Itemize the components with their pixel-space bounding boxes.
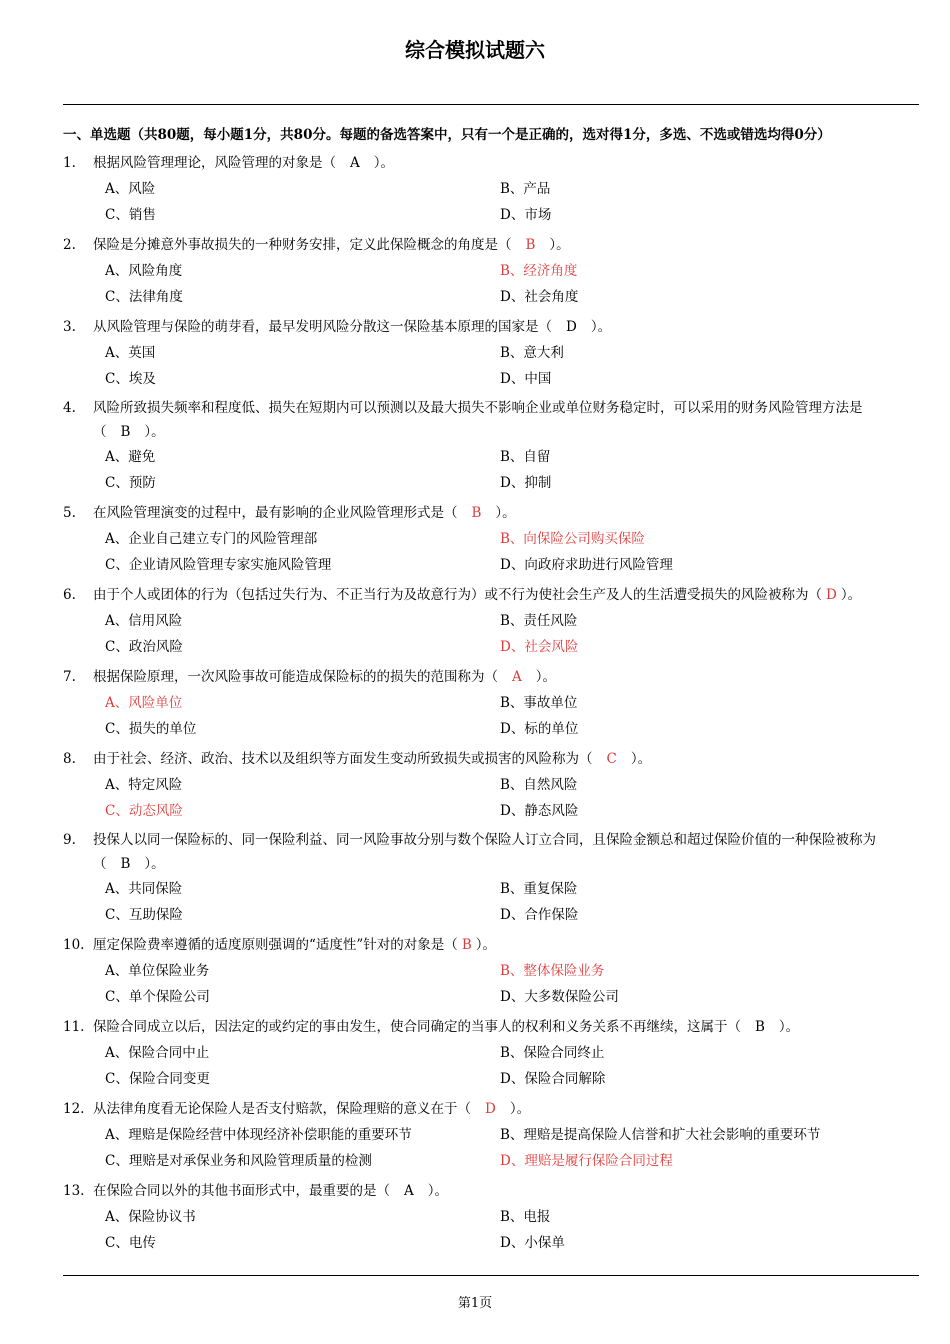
question-text — [93, 1014, 919, 1040]
question-text-post: ）。 — [778, 1019, 800, 1035]
question-list — [63, 150, 919, 1260]
option-b: B、整体保险业务 — [500, 963, 605, 979]
question-item — [63, 664, 919, 742]
option-c: C、理赔是对承保业务和风险管理质量的检测 — [105, 1153, 372, 1169]
question-text-pre: 由于社会、经济、政治、技术以及组织等方面发生变动所致损失或损害的风险称为（ — [93, 751, 593, 767]
question-text-post: ）。 — [509, 1101, 531, 1117]
question-text — [93, 664, 919, 690]
option-d: D、社会风险 — [500, 639, 579, 655]
question-stem — [63, 232, 919, 258]
option-b: B、向保险公司购买保险 — [500, 531, 645, 547]
option-a: A、保险合同中止 — [105, 1045, 210, 1061]
answer-letter: B — [120, 424, 131, 440]
question-text-post: ）。 — [373, 155, 394, 171]
option-a: A、信用风险 — [105, 613, 183, 629]
question-text — [93, 150, 919, 176]
question-item — [63, 150, 919, 228]
question-number: 3. — [63, 319, 76, 335]
answer-letter: A — [512, 669, 522, 685]
footer-divider — [63, 1275, 919, 1276]
question-text-pre: 在风险管理演变的过程中，最有影响的企业风险管理形式是（ — [93, 505, 458, 521]
question-text — [93, 1096, 919, 1122]
option-b: B、重复保险 — [500, 881, 578, 897]
question-item — [63, 746, 919, 824]
question-text-post: ）。 — [475, 937, 496, 953]
answer-letter: B — [461, 937, 472, 953]
question-stem — [63, 396, 919, 444]
question-number: 1. — [63, 155, 76, 171]
question-number: 9. — [63, 832, 76, 848]
question-stem — [63, 664, 919, 690]
question-text — [93, 500, 919, 526]
option-a: A、企业自己建立专门的风险管理部 — [105, 531, 318, 547]
question-item — [63, 500, 919, 578]
question-stem — [63, 582, 919, 608]
question-text-pre: 由于个人或团体的行为（包括过失行为、不正当行为及故意行为）或不行为使社会生产及人的生活遭受损失的风险被称为（ — [93, 587, 822, 603]
question-text-pre: 投保人以同一保险标的、同一保险利益、同一风险事故分别与数个保险人订立合同，且保险金额总和超过保险价值的一种保险被称为（ — [93, 832, 876, 872]
answer-letter: B — [755, 1019, 765, 1035]
question-stem — [63, 1014, 919, 1040]
option-b: B、保险合同终止 — [500, 1045, 605, 1061]
option-grid — [63, 1040, 919, 1092]
option-d: D、市场 — [500, 207, 552, 223]
question-number: 4. — [63, 400, 76, 416]
option-grid — [63, 1122, 919, 1174]
option-a: A、避免 — [105, 449, 156, 465]
option-a: A、共同保险 — [105, 881, 183, 897]
option-c: C、政治风险 — [105, 639, 183, 655]
question-number: 2. — [63, 237, 76, 253]
question-item — [63, 932, 919, 1010]
option-b: B、事故单位 — [500, 695, 578, 711]
option-d: D、大多数保险公司 — [500, 989, 619, 1005]
question-text-post: ）。 — [840, 587, 862, 603]
question-number: 10. — [63, 937, 85, 953]
question-text-pre: 从风险管理与保险的萌芽看，最早发明风险分散这一保险基本原理的国家是（ — [93, 319, 552, 335]
option-c: C、保险合同变更 — [105, 1071, 210, 1087]
question-number: 7. — [63, 669, 76, 685]
question-text-pre: 厘定保险费率遵循的适度原则强调的“适度性”针对的对象是（ — [93, 937, 458, 953]
answer-letter: D — [826, 587, 837, 603]
option-b: B、经济角度 — [500, 263, 578, 279]
question-text-post: ）。 — [144, 424, 165, 440]
question-item — [63, 828, 919, 928]
question-number: 13. — [63, 1183, 85, 1199]
question-text — [93, 1178, 919, 1204]
question-item — [63, 1178, 919, 1256]
option-c: C、销售 — [105, 207, 156, 223]
question-text — [93, 932, 919, 958]
option-grid — [63, 1204, 919, 1256]
option-c: C、埃及 — [105, 371, 156, 387]
question-stem — [63, 150, 919, 176]
question-stem — [63, 1096, 919, 1122]
option-grid — [63, 772, 919, 824]
question-text-post: ）。 — [495, 505, 516, 521]
question-number: 5. — [63, 505, 76, 521]
option-b: B、产品 — [500, 181, 551, 197]
question-stem — [63, 314, 919, 340]
question-text-post: ）。 — [590, 319, 612, 335]
option-grid — [63, 526, 919, 578]
question-stem — [63, 1178, 919, 1204]
option-c: C、法律角度 — [105, 289, 183, 305]
page-title: 综合模拟试题六 — [405, 38, 545, 62]
question-text — [93, 314, 919, 340]
option-a: A、理赔是保险经营中体现经济补偿职能的重要环节 — [105, 1127, 412, 1143]
question-item — [63, 582, 919, 660]
option-grid — [63, 608, 919, 660]
option-d: D、合作保险 — [500, 907, 579, 923]
question-text — [93, 746, 919, 772]
answer-letter: D — [566, 319, 577, 335]
option-b: B、自留 — [500, 449, 551, 465]
answer-letter: B — [120, 856, 131, 872]
option-d: D、向政府求助进行风险管理 — [500, 557, 673, 573]
question-text-post: ）。 — [144, 856, 165, 872]
answer-letter: A — [350, 155, 360, 171]
question-text-pre: 风险所致损失频率和程度低、损失在短期内可以预测以及最大损失不影响企业或单位财务稳定时，可以采用的财务风险管理方法是（ — [93, 400, 863, 440]
question-text — [93, 828, 919, 876]
option-c: C、互助保险 — [105, 907, 183, 923]
option-grid — [63, 176, 919, 228]
option-grid — [63, 690, 919, 742]
option-a: A、特定风险 — [105, 777, 183, 793]
option-d: D、小保单 — [500, 1235, 565, 1251]
option-b: B、理赔是提高保险人信誉和扩大社会影响的重要环节 — [500, 1127, 821, 1143]
question-text-pre: 根据风险管理理论，风险管理的对象是（ — [93, 155, 336, 171]
question-text — [93, 232, 919, 258]
question-text-pre: 根据保险原理，一次风险事故可能造成保险标的的损失的范围称为（ — [93, 669, 498, 685]
option-c: C、单个保险公司 — [105, 989, 210, 1005]
question-number: 6. — [63, 587, 76, 603]
option-c: C、电传 — [105, 1235, 156, 1251]
answer-letter: B — [525, 237, 536, 253]
option-grid — [63, 958, 919, 1010]
section-heading: 一、单选题（共80题，每小题1分，共80分。每题的备选答案中，只有一个是正确的，选对得1分，多选、不选或错选均得0分） — [63, 127, 831, 143]
question-text-pre: 保险是分摊意外事故损失的一种财务安排，定义此保险概念的角度是（ — [93, 237, 512, 253]
option-d: D、保险合同解除 — [500, 1071, 606, 1087]
option-a: A、单位保险业务 — [105, 963, 210, 979]
option-a: A、风险 — [105, 181, 156, 197]
header-divider — [63, 104, 919, 105]
question-item — [63, 1014, 919, 1092]
option-c: C、动态风险 — [105, 803, 183, 819]
option-b: B、电报 — [500, 1209, 551, 1225]
question-item — [63, 314, 919, 392]
question-text-post: ）。 — [535, 669, 556, 685]
page-number: 第1页 — [457, 1296, 493, 1311]
question-stem — [63, 746, 919, 772]
question-text-pre: 保险合同成立以后，因法定的或约定的事由发生，使合同确定的当事人的权利和义务关系不再继续，这属于（ — [93, 1019, 741, 1035]
option-b: B、自然风险 — [500, 777, 578, 793]
question-text-pre: 从法律角度看无论保险人是否支付赔款，保险理赔的意义在于（ — [93, 1101, 471, 1117]
question-item — [63, 232, 919, 310]
question-item — [63, 1096, 919, 1174]
option-grid — [63, 444, 919, 496]
option-a: A、保险协议书 — [105, 1209, 196, 1225]
option-grid — [63, 340, 919, 392]
option-a: A、风险单位 — [105, 695, 183, 711]
option-a: A、风险角度 — [105, 263, 183, 279]
option-c: C、预防 — [105, 475, 156, 491]
question-number: 12. — [63, 1101, 85, 1117]
answer-letter: C — [606, 751, 617, 767]
option-grid — [63, 876, 919, 928]
option-d: D、社会角度 — [500, 289, 579, 305]
option-d: D、静态风险 — [500, 803, 579, 819]
question-stem — [63, 932, 919, 958]
question-text-pre: 在保险合同以外的其他书面形式中，最重要的是（ — [93, 1183, 390, 1199]
answer-letter: A — [404, 1183, 414, 1199]
answer-letter: B — [471, 505, 482, 521]
question-number: 8. — [63, 751, 76, 767]
question-text-post: ）。 — [427, 1183, 448, 1199]
option-a: A、英国 — [105, 345, 156, 361]
option-b: B、责任风险 — [500, 613, 578, 629]
option-d: D、理赔是履行保险合同过程 — [500, 1153, 673, 1169]
answer-letter: D — [485, 1101, 496, 1117]
option-d: D、标的单位 — [500, 721, 579, 737]
question-stem — [63, 828, 919, 876]
option-d: D、中国 — [500, 371, 552, 387]
option-b: B、意大利 — [500, 345, 564, 361]
question-number: 11. — [63, 1019, 85, 1035]
option-d: D、抑制 — [500, 475, 552, 491]
question-item — [63, 396, 919, 496]
question-text-post: ）。 — [630, 751, 652, 767]
question-text-post: ）。 — [549, 237, 570, 253]
question-text — [93, 396, 919, 444]
question-stem — [63, 500, 919, 526]
option-c: C、企业请风险管理专家实施风险管理 — [105, 557, 332, 573]
option-c: C、损失的单位 — [105, 721, 197, 737]
option-grid — [63, 258, 919, 310]
question-text — [93, 582, 919, 608]
